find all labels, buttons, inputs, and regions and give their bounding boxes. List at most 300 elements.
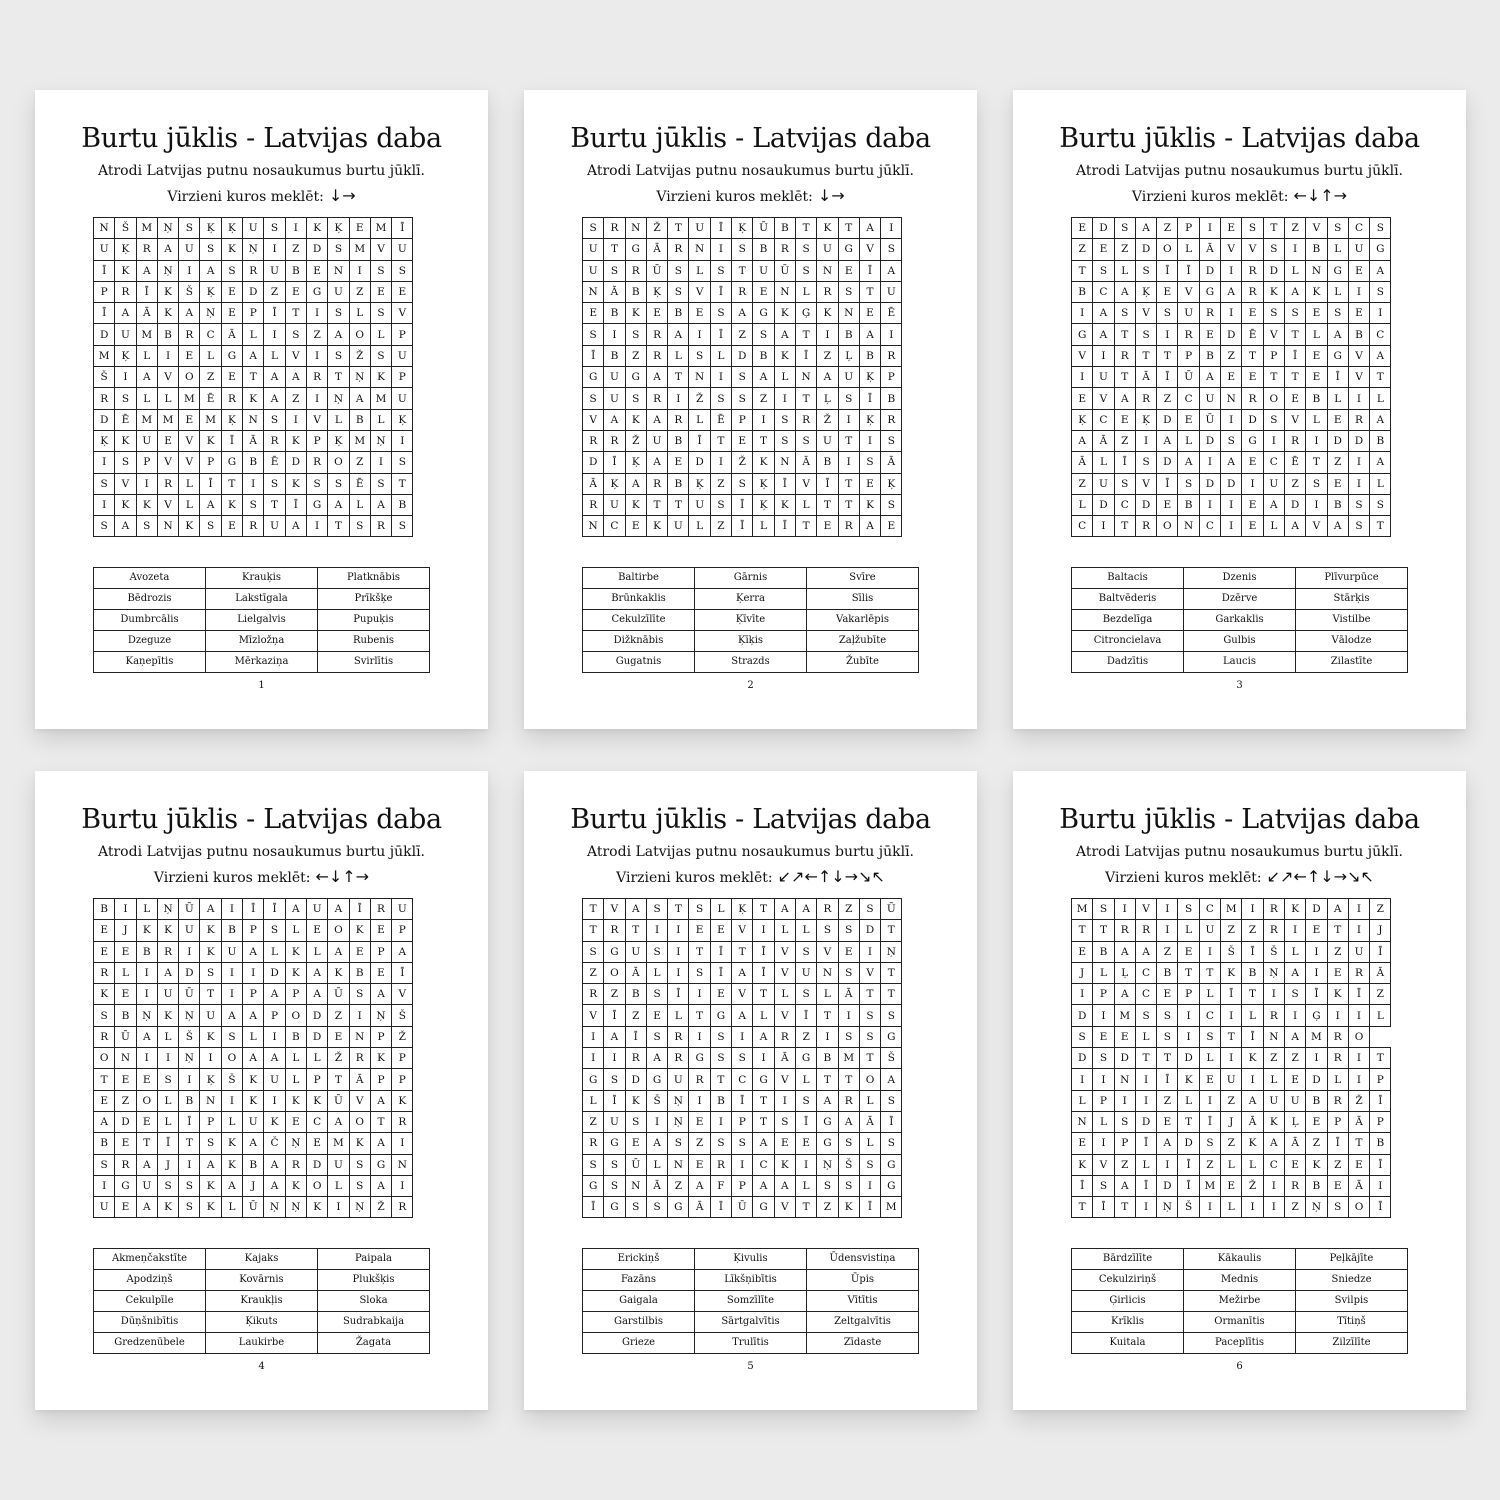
- grid-cell: Ā: [136, 303, 157, 324]
- grid-cell: E: [221, 367, 242, 388]
- grid-cell: G: [221, 345, 242, 366]
- grid-cell: E: [1242, 303, 1263, 324]
- grid-cell: Ē: [1242, 324, 1263, 345]
- grid-cell: L: [774, 367, 795, 388]
- grid-cell: S: [1135, 452, 1156, 473]
- grid-cell: A: [646, 1048, 667, 1069]
- word-list-item: Lielgalvis: [206, 610, 318, 631]
- grid-cell: T: [1072, 920, 1093, 941]
- grid-cell: I: [732, 1154, 753, 1175]
- grid-cell: A: [370, 1090, 391, 1111]
- grid-cell: K: [625, 1090, 646, 1111]
- grid-cell: V: [1348, 345, 1369, 366]
- grid-cell: Ī: [1221, 984, 1242, 1005]
- grid-cell: S: [328, 345, 349, 366]
- grid-cell: V: [732, 920, 753, 941]
- grid-cell: Ņ: [1263, 962, 1284, 983]
- grid-cell: B: [753, 345, 774, 366]
- grid-cell: L: [370, 409, 391, 430]
- grid-cell: A: [1327, 899, 1348, 920]
- grid-cell: M: [370, 388, 391, 409]
- grid-cell: V: [774, 1197, 795, 1218]
- grid-cell: G: [817, 1111, 838, 1132]
- grid-cell: R: [817, 281, 838, 302]
- grid-row: [583, 899, 902, 920]
- grid-cell: Ā: [1348, 1175, 1369, 1196]
- word-list-item: Ķivulis: [695, 1249, 807, 1270]
- grid-cell: K: [1263, 281, 1284, 302]
- word-list-row: [1072, 652, 1408, 673]
- grid-row: [1072, 281, 1391, 302]
- grid-cell: K: [94, 984, 115, 1005]
- grid-cell: T: [795, 218, 816, 239]
- word-list-item: Apodziņš: [94, 1270, 206, 1291]
- grid-cell: Š: [392, 1005, 413, 1026]
- grid-cell: R: [881, 345, 902, 366]
- grid-cell: Ņ: [157, 218, 178, 239]
- grid-cell: V: [1135, 473, 1156, 494]
- grid-cell: Ī: [668, 984, 689, 1005]
- grid-cell: S: [689, 345, 710, 366]
- grid-cell: V: [1178, 281, 1199, 302]
- grid-cell: D: [115, 1111, 136, 1132]
- page-number: 5: [747, 1361, 754, 1372]
- grid-cell: E: [349, 941, 370, 962]
- grid-cell: I: [1306, 962, 1327, 983]
- grid-cell: E: [838, 260, 859, 281]
- grid-cell: A: [604, 1026, 625, 1047]
- page-number: 4: [258, 1361, 265, 1372]
- grid-row: [94, 1069, 413, 1090]
- grid-cell: S: [881, 239, 902, 260]
- grid-cell: M: [94, 345, 115, 366]
- grid-cell: Ņ: [157, 899, 178, 920]
- grid-cell: I: [1135, 1090, 1156, 1111]
- grid-cell: I: [179, 941, 200, 962]
- grid-cell: S: [732, 367, 753, 388]
- grid-cell: S: [583, 388, 604, 409]
- grid-cell: I: [1263, 984, 1284, 1005]
- grid-cell: U: [392, 899, 413, 920]
- grid-cell: D: [306, 1005, 327, 1026]
- grid-cell: Z: [1221, 345, 1242, 366]
- grid-cell: A: [1370, 260, 1391, 281]
- word-list-row: [94, 568, 430, 589]
- grid-cell: L: [1093, 962, 1114, 983]
- grid-cell: Ž: [392, 1026, 413, 1047]
- grid-row: [583, 1090, 902, 1111]
- grid-cell: L: [774, 984, 795, 1005]
- grid-row: [1072, 388, 1391, 409]
- word-list-item: Strazds: [695, 652, 807, 673]
- grid-cell: E: [392, 281, 413, 302]
- grid-cell: M: [1072, 899, 1093, 920]
- grid-cell: I: [1135, 1069, 1156, 1090]
- grid-cell: A: [392, 941, 413, 962]
- grid-cell: E: [689, 1154, 710, 1175]
- grid-cell: T: [689, 1005, 710, 1026]
- grid-cell: Ķ: [94, 430, 115, 451]
- grid-cell: E: [221, 516, 242, 537]
- grid-cell: Ā: [625, 962, 646, 983]
- grid-cell: L: [328, 1175, 349, 1196]
- grid-cell: I: [1263, 1197, 1284, 1218]
- grid-cell: E: [1242, 452, 1263, 473]
- grid-cell: U: [115, 324, 136, 345]
- word-list-row: [94, 1291, 430, 1312]
- grid-cell: Z: [1327, 452, 1348, 473]
- letter-grid: [582, 217, 902, 537]
- grid-cell: Ā: [1072, 452, 1093, 473]
- grid-cell: A: [774, 1175, 795, 1196]
- grid-cell: N: [817, 260, 838, 281]
- grid-cell: E: [1072, 941, 1093, 962]
- grid-cell: K: [115, 494, 136, 515]
- grid-cell: K: [157, 1005, 178, 1026]
- word-list-item: Kuitala: [1072, 1333, 1184, 1354]
- grid-cell: T: [817, 1005, 838, 1026]
- grid-cell: S: [838, 962, 859, 983]
- word-list-item: Baltacis: [1072, 568, 1184, 589]
- grid-cell: A: [604, 409, 625, 430]
- grid-cell: Ī: [710, 941, 731, 962]
- grid-cell: I: [1199, 494, 1220, 515]
- grid-cell: L: [1072, 494, 1093, 515]
- grid-cell: I: [1327, 1005, 1348, 1026]
- grid-cell: E: [689, 303, 710, 324]
- grid-cell: A: [646, 452, 667, 473]
- grid-cell: S: [1072, 1026, 1093, 1047]
- grid-cell: I: [1284, 920, 1305, 941]
- grid-cell: S: [157, 1175, 178, 1196]
- grid-cell: L: [583, 1090, 604, 1111]
- letter-grid: [1071, 898, 1391, 1218]
- grid-cell: K: [753, 452, 774, 473]
- word-list-item: Zilzīlīte: [1296, 1333, 1408, 1354]
- grid-cell: I: [710, 1111, 731, 1132]
- grid-cell: D: [1199, 430, 1220, 451]
- grid-cell: A: [732, 1005, 753, 1026]
- grid-cell: Ī: [392, 218, 413, 239]
- grid-cell: A: [264, 1048, 285, 1069]
- word-list: [582, 567, 919, 673]
- grid-cell: C: [200, 324, 221, 345]
- grid-cell: D: [1178, 1133, 1199, 1154]
- grid-cell: M: [136, 409, 157, 430]
- grid-row: [583, 260, 902, 281]
- grid-cell: K: [774, 303, 795, 324]
- grid-cell: Š: [179, 1026, 200, 1047]
- grid-row: [1072, 1111, 1391, 1132]
- grid-cell: N: [392, 1154, 413, 1175]
- word-list-item: Gārnis: [695, 568, 807, 589]
- grid-cell: E: [1306, 1111, 1327, 1132]
- grid-cell: E: [306, 1133, 327, 1154]
- grid-cell: N: [115, 1048, 136, 1069]
- grid-cell: R: [392, 1197, 413, 1218]
- grid-cell: K: [838, 1197, 859, 1218]
- grid-cell: I: [646, 1111, 667, 1132]
- grid-cell: S: [859, 1154, 880, 1175]
- grid-cell: S: [646, 984, 667, 1005]
- grid-cell: I: [392, 1175, 413, 1196]
- grid-cell: R: [1114, 345, 1135, 366]
- grid-cell: L: [115, 962, 136, 983]
- grid-cell: Ī: [583, 1197, 604, 1218]
- grid-cell: L: [753, 516, 774, 537]
- grid-cell: R: [1135, 516, 1156, 537]
- grid-cell: Z: [668, 1175, 689, 1196]
- grid-cell: K: [243, 1069, 264, 1090]
- word-list-row: [583, 568, 919, 589]
- grid-cell: E: [221, 281, 242, 302]
- grid-cell: O: [285, 1005, 306, 1026]
- grid-cell: P: [732, 1175, 753, 1196]
- grid-cell: U: [264, 1069, 285, 1090]
- grid-cell: R: [1327, 1048, 1348, 1069]
- grid-cell: Ļ: [1284, 1111, 1305, 1132]
- grid-cell: I: [1221, 260, 1242, 281]
- grid-cell: O: [859, 1069, 880, 1090]
- grid-cell: A: [306, 984, 327, 1005]
- grid-cell: V: [392, 303, 413, 324]
- grid-cell: K: [200, 1175, 221, 1196]
- grid-cell: U: [1284, 1090, 1305, 1111]
- grid-cell: R: [370, 899, 391, 920]
- grid-cell: I: [1348, 452, 1369, 473]
- grid-cell: E: [1157, 281, 1178, 302]
- grid-cell: N: [243, 409, 264, 430]
- grid-cell: Ū: [179, 899, 200, 920]
- grid-cell: S: [179, 1175, 200, 1196]
- grid-cell: P: [392, 920, 413, 941]
- grid-cell: Ķ: [328, 218, 349, 239]
- grid-cell: I: [710, 239, 731, 260]
- grid-cell: I: [243, 962, 264, 983]
- word-list-item: Zilastīte: [1296, 652, 1408, 673]
- grid-cell: K: [285, 941, 306, 962]
- grid-cell: T: [817, 494, 838, 515]
- grid-cell: I: [115, 367, 136, 388]
- grid-cell: L: [328, 409, 349, 430]
- grid-cell: Ū: [753, 218, 774, 239]
- grid-cell: V: [817, 941, 838, 962]
- grid-cell: I: [264, 239, 285, 260]
- grid-cell: N: [774, 281, 795, 302]
- grid-cell: K: [264, 1111, 285, 1132]
- grid-cell: D: [1263, 260, 1284, 281]
- grid-cell: Ī: [710, 281, 731, 302]
- grid-cell: A: [200, 494, 221, 515]
- grid-cell: C: [1263, 1154, 1284, 1175]
- grid-cell: D: [1135, 239, 1156, 260]
- grid-cell: I: [753, 409, 774, 430]
- grid-cell: N: [94, 218, 115, 239]
- grid-cell: K: [157, 281, 178, 302]
- grid-cell: B: [243, 1154, 264, 1175]
- grid-cell: J: [157, 1154, 178, 1175]
- grid-cell: Ī: [1157, 473, 1178, 494]
- grid-cell: U: [625, 941, 646, 962]
- word-list-item: Ķīķis: [695, 631, 807, 652]
- word-list-item: Dižknābis: [583, 631, 695, 652]
- grid-cell: K: [285, 962, 306, 983]
- grid-cell: V: [392, 984, 413, 1005]
- grid-cell: A: [136, 367, 157, 388]
- grid-cell: I: [774, 388, 795, 409]
- grid-cell: K: [221, 1133, 242, 1154]
- word-list-item: Prīkšķe: [318, 589, 430, 610]
- grid-row: [94, 962, 413, 983]
- word-list-item: Rubenis: [318, 631, 430, 652]
- grid-cell: P: [285, 984, 306, 1005]
- word-list-item: Stārķis: [1296, 589, 1408, 610]
- grid-cell: G: [1199, 281, 1220, 302]
- grid-cell: G: [881, 1154, 902, 1175]
- grid-cell: Z: [1157, 218, 1178, 239]
- grid-cell: Š: [221, 1069, 242, 1090]
- grid-cell: B: [710, 1090, 731, 1111]
- grid-cell: T: [668, 367, 689, 388]
- grid-cell: S: [817, 1175, 838, 1196]
- grid-row: [583, 1197, 902, 1218]
- grid-cell: I: [306, 516, 327, 537]
- grid-cell: U: [881, 281, 902, 302]
- grid-row: [1072, 303, 1391, 324]
- grid-cell: Ā: [1284, 1133, 1305, 1154]
- grid-cell: K: [221, 1154, 242, 1175]
- grid-cell: N: [625, 218, 646, 239]
- word-list-item: Kovārnis: [206, 1270, 318, 1291]
- grid-row: [583, 516, 902, 537]
- grid-cell: Ķ: [625, 452, 646, 473]
- grid-cell: V: [1072, 345, 1093, 366]
- grid-cell: E: [306, 920, 327, 941]
- grid-cell: Ā: [774, 1048, 795, 1069]
- grid-cell: I: [306, 303, 327, 324]
- grid-cell: I: [689, 984, 710, 1005]
- grid-cell: Ņ: [136, 1005, 157, 1026]
- grid-cell: I: [392, 430, 413, 451]
- grid-cell: E: [1306, 920, 1327, 941]
- page-number: 1: [258, 680, 265, 691]
- grid-cell: B: [285, 1026, 306, 1047]
- grid-cell: G: [646, 1069, 667, 1090]
- word-list-item: Gugatnis: [583, 652, 695, 673]
- grid-cell: Ā: [1135, 367, 1156, 388]
- grid-row: [583, 367, 902, 388]
- grid-cell: S: [689, 962, 710, 983]
- grid-cell: U: [200, 1005, 221, 1026]
- grid-cell: P: [243, 920, 264, 941]
- page-title: Burtu jūklis - Latvijas daba: [81, 123, 442, 154]
- grid-cell: U: [1348, 941, 1369, 962]
- word-list-row: [583, 652, 919, 673]
- direction-arrows-icon: ←↓↑→: [315, 867, 370, 886]
- grid-cell: S: [604, 260, 625, 281]
- grid-cell: L: [1093, 452, 1114, 473]
- grid-cell: J: [1072, 962, 1093, 983]
- grid-cell: I: [306, 345, 327, 366]
- word-list-item: Cekulzīlīte: [583, 610, 695, 631]
- grid-cell: O: [1263, 388, 1284, 409]
- word-list-item: Garstilbis: [583, 1312, 695, 1333]
- grid-cell: E: [1242, 494, 1263, 515]
- grid-cell: I: [243, 473, 264, 494]
- grid-cell: S: [583, 218, 604, 239]
- grid-cell: I: [881, 324, 902, 345]
- word-list: [1071, 567, 1408, 673]
- grid-cell: T: [753, 1111, 774, 1132]
- grid-row: [1072, 516, 1391, 537]
- grid-cell: T: [838, 1069, 859, 1090]
- grid-cell: E: [370, 281, 391, 302]
- grid-cell: L: [1199, 1048, 1220, 1069]
- grid-cell: K: [1242, 1133, 1263, 1154]
- grid-cell: Z: [625, 1005, 646, 1026]
- grid-cell: Ī: [795, 1005, 816, 1026]
- grid-cell: Z: [1221, 1090, 1242, 1111]
- grid-cell: E: [1284, 1069, 1305, 1090]
- grid-cell: E: [1072, 218, 1093, 239]
- grid-cell: V: [1284, 409, 1305, 430]
- grid-cell: A: [328, 899, 349, 920]
- grid-cell: D: [1221, 473, 1242, 494]
- grid-cell: K: [625, 494, 646, 515]
- grid-cell: K: [370, 367, 391, 388]
- grid-cell: P: [1114, 1133, 1135, 1154]
- grid-cell: G: [1327, 260, 1348, 281]
- grid-cell: I: [264, 324, 285, 345]
- grid-cell: K: [1263, 1111, 1284, 1132]
- grid-cell: Ū: [243, 1197, 264, 1218]
- word-list-item: Somzīlīte: [695, 1291, 807, 1312]
- grid-cell: L: [1327, 239, 1348, 260]
- grid-cell: T: [881, 962, 902, 983]
- grid-cell: G: [1327, 345, 1348, 366]
- grid-cell: A: [859, 218, 880, 239]
- grid-cell: V: [774, 962, 795, 983]
- puzzle-page-2: [524, 90, 977, 729]
- grid-cell: I: [583, 1026, 604, 1047]
- grid-cell: T: [1263, 218, 1284, 239]
- grid-cell: K: [646, 516, 667, 537]
- grid-cell: S: [881, 430, 902, 451]
- grid-cell: R: [243, 516, 264, 537]
- grid-cell: S: [1157, 1026, 1178, 1047]
- grid-cell: T: [583, 920, 604, 941]
- grid-cell: A: [264, 1154, 285, 1175]
- grid-cell: G: [689, 1048, 710, 1069]
- grid-cell: V: [774, 1069, 795, 1090]
- grid-cell: L: [264, 941, 285, 962]
- grid-cell: K: [221, 494, 242, 515]
- grid-cell: Z: [732, 324, 753, 345]
- word-list-row: [583, 1312, 919, 1333]
- grid-cell: A: [1284, 281, 1305, 302]
- grid-cell: Ņ: [328, 388, 349, 409]
- grid-cell: G: [306, 494, 327, 515]
- word-list-item: Kākaulis: [1184, 1249, 1296, 1270]
- grid-cell: Ī: [859, 1197, 880, 1218]
- grid-cell: K: [349, 920, 370, 941]
- grid-cell: E: [646, 303, 667, 324]
- grid-cell: L: [1370, 1005, 1391, 1026]
- grid-cell: R: [625, 260, 646, 281]
- grid-cell: I: [1114, 1090, 1135, 1111]
- grid-cell: R: [157, 941, 178, 962]
- grid-cell: N: [200, 1090, 221, 1111]
